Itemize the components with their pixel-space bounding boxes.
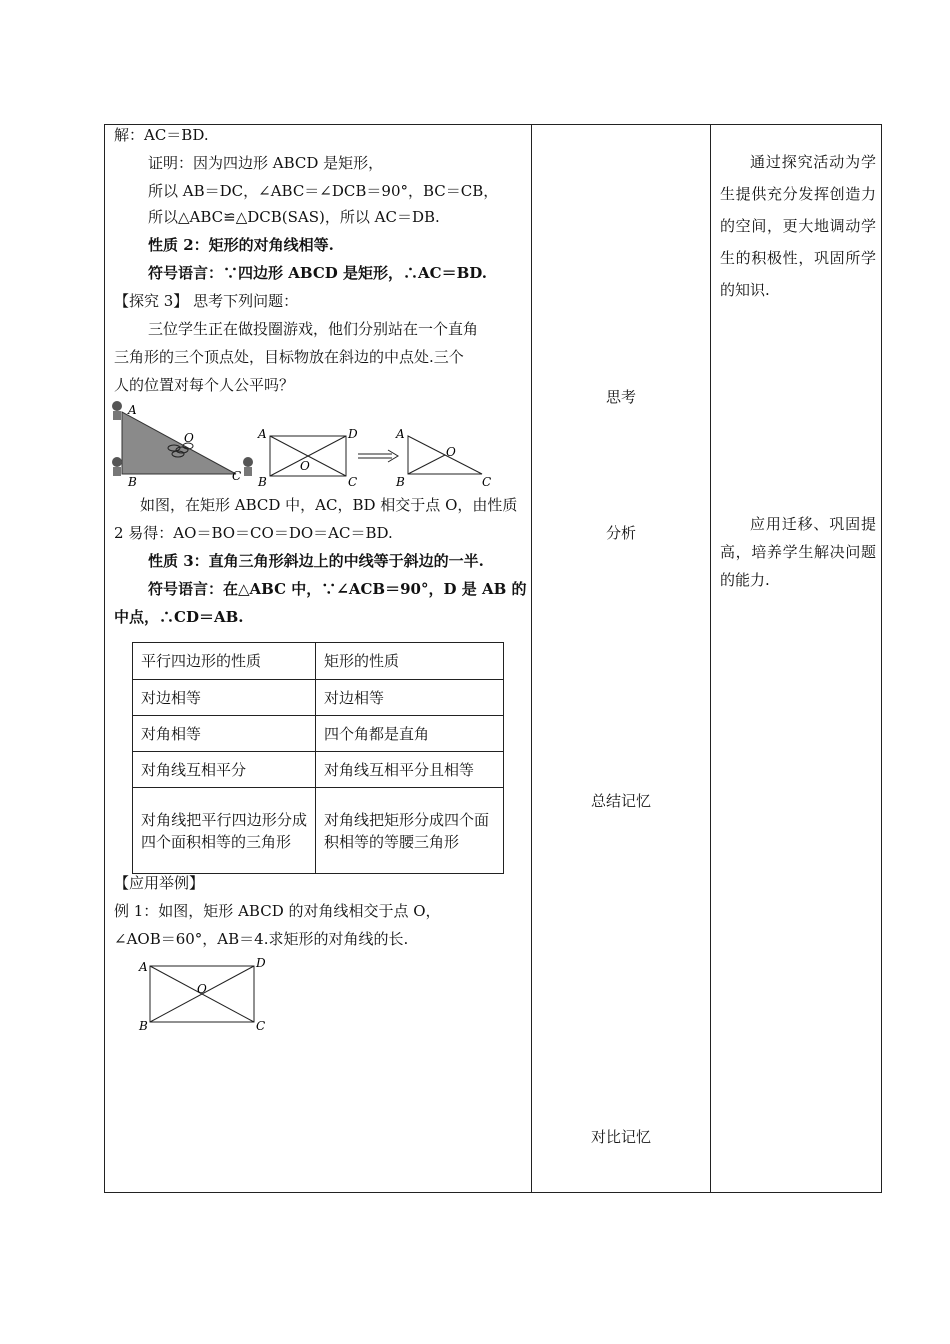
student-icon-a xyxy=(112,401,122,420)
symbol-language-3a: 符号语言：在△ABC 中，∵∠ACB＝90°，D 是 AB 的 xyxy=(148,580,527,598)
example-1-line-1: 例 1：如图，矩形 ABCD 的对角线相交于点 O， xyxy=(114,902,441,920)
proof-line-2: 所以 AB＝DC，∠ABC＝∠DCB＝90°，BC＝CB， xyxy=(148,182,499,200)
solution-line: 解：AC＝BD. xyxy=(114,126,209,144)
label-c3: C xyxy=(482,475,492,489)
proof-line-1: 证明：因为四边形 ABCD 是矩形， xyxy=(148,154,384,172)
explore-figures xyxy=(108,400,528,492)
table-row xyxy=(133,752,504,788)
table-cell: 对角线把矩形分成四个面积相等的等腰三角形 xyxy=(316,788,504,874)
table-row xyxy=(133,716,504,752)
label-o1: O xyxy=(184,431,194,445)
label-c1: C xyxy=(232,469,242,483)
label-a3: A xyxy=(396,427,405,441)
label-d2: D xyxy=(348,427,358,441)
design-note-2 xyxy=(720,510,876,594)
label-c2: C xyxy=(348,475,358,489)
student-icon-b xyxy=(112,457,122,476)
design-note-1-text: 通过探究活动为学生提供充分发挥创造力的空间，更大地调动学生的积极性，巩固所学的知识. xyxy=(720,153,876,299)
shaded-right-triangle xyxy=(122,412,236,474)
label-c4: C xyxy=(256,1019,266,1033)
design-note-1 xyxy=(720,146,876,306)
explore-paragraph-1: 三位学生正在做投圈游戏，他们分别站在一个直角 xyxy=(148,320,479,338)
figure-description-2: 2 易得：AO＝BO＝CO＝DO＝AC＝BD. xyxy=(114,524,393,542)
column-divider-2 xyxy=(710,124,711,1193)
arrow-icon xyxy=(358,450,398,462)
label-a2: A xyxy=(258,427,267,441)
label-b2: B xyxy=(258,475,267,489)
table-cell: 平行四边形的性质 xyxy=(133,643,316,680)
table-cell: 对角线把平行四边形分成四个面积相等的三角形 xyxy=(133,788,316,874)
proof-line-3: 所以△ABC≌△DCB(SAS)，所以 AC＝DB. xyxy=(148,208,440,226)
table-cell: 对角线互相平分 xyxy=(133,752,316,788)
label-a4: A xyxy=(139,960,148,974)
table-cell: 对角相等 xyxy=(133,716,316,752)
activity-think: 思考 xyxy=(605,388,636,406)
label-b4: B xyxy=(139,1019,148,1033)
table-cell: 对边相等 xyxy=(133,680,316,716)
label-b3: B xyxy=(396,475,405,489)
table-row xyxy=(133,643,504,680)
activity-summary: 总结记忆 xyxy=(590,792,651,810)
symbol-language-2: 符号语言：∵四边形 ABCD 是矩形，∴AC＝BD. xyxy=(148,264,487,282)
label-d4: D xyxy=(256,956,266,970)
table-row xyxy=(133,680,504,716)
table-cell: 四个角都是直角 xyxy=(316,716,504,752)
application-heading: 【应用举例】 xyxy=(114,874,205,892)
student-icon-c xyxy=(243,457,253,476)
comparison-table xyxy=(132,642,504,874)
figure-description-1: 如图，在矩形 ABCD 中，AC，BD 相交于点 O，由性质 xyxy=(140,496,518,514)
explore-paragraph-3: 人的位置对每个人公平吗？ xyxy=(114,376,295,394)
property-3: 性质 3：直角三角形斜边上的中线等于斜边的一半. xyxy=(148,552,484,570)
label-b1: B xyxy=(128,475,137,489)
column-divider-1 xyxy=(531,124,532,1193)
design-note-2-text: 应用迁移、巩固提高，培养学生解决问题的能力. xyxy=(720,515,876,589)
table-cell: 对边相等 xyxy=(316,680,504,716)
table-cell: 矩形的性质 xyxy=(316,643,504,680)
explore-paragraph-2: 三角形的三个顶点处，目标物放在斜边的中点处.三个 xyxy=(114,348,464,366)
example-rectangle-figure xyxy=(134,954,284,1038)
explore-3-heading: 【探究 3】 思考下列问题： xyxy=(114,292,299,310)
symbol-language-3b: 中点，∴CD＝AB. xyxy=(114,608,244,626)
label-o4: O xyxy=(197,982,207,996)
label-o3: O xyxy=(446,445,456,459)
table-row xyxy=(133,788,504,874)
label-a1: A xyxy=(128,403,137,417)
activity-compare: 对比记忆 xyxy=(590,1128,651,1146)
example-1-line-2: ∠AOB＝60°，AB＝4.求矩形的对角线的长. xyxy=(114,930,409,948)
table-cell: 对角线互相平分且相等 xyxy=(316,752,504,788)
property-2: 性质 2：矩形的对角线相等. xyxy=(148,236,334,254)
activity-analyze: 分析 xyxy=(605,524,636,542)
label-o2: O xyxy=(300,459,310,473)
